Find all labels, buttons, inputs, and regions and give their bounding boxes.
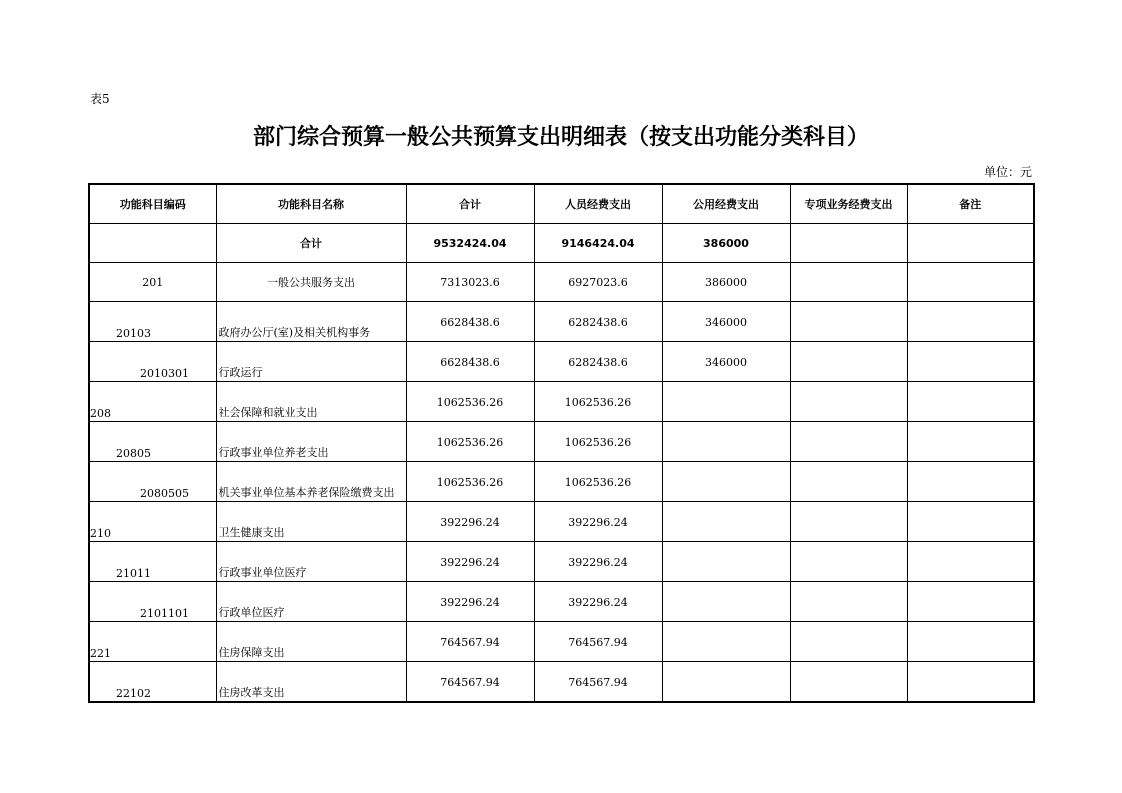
total-code	[89, 224, 216, 263]
row-total: 7313023.6	[406, 263, 534, 302]
table-row	[89, 302, 1034, 342]
row-name: 社会保障和就业支出	[216, 382, 406, 422]
table-row	[89, 582, 1034, 622]
row-personnel: 1062536.26	[534, 462, 662, 502]
total-special	[790, 224, 907, 263]
row-total: 392296.24	[406, 582, 534, 622]
table-row	[89, 542, 1034, 582]
table-row	[89, 422, 1034, 462]
row-public: 386000	[662, 263, 790, 302]
header-note: 备注	[907, 184, 1034, 224]
total-row	[89, 224, 1034, 263]
row-special	[790, 502, 907, 542]
row-name: 一般公共服务支出	[216, 263, 406, 302]
header-name: 功能科目名称	[216, 184, 406, 224]
table-row	[89, 382, 1034, 422]
row-note	[907, 622, 1034, 662]
row-note	[907, 502, 1034, 542]
total-note	[907, 224, 1034, 263]
row-personnel: 392296.24	[534, 582, 662, 622]
row-total: 1062536.26	[406, 462, 534, 502]
row-code: 20805	[89, 422, 216, 462]
page-title: 部门综合预算一般公共预算支出明细表（按支出功能分类科目）	[252, 125, 869, 150]
row-personnel: 6282438.6	[534, 342, 662, 382]
row-special	[790, 342, 907, 382]
row-code: 2010301	[89, 342, 216, 382]
row-total: 1062536.26	[406, 422, 534, 462]
row-special	[790, 302, 907, 342]
table-number: 表5	[90, 92, 110, 106]
header-public: 公用经费支出	[662, 184, 790, 224]
row-special	[790, 582, 907, 622]
row-name: 政府办公厅(室)及相关机构事务	[216, 302, 406, 342]
row-name: 住房保障支出	[216, 622, 406, 662]
row-code: 201	[89, 263, 216, 302]
row-public	[662, 622, 790, 662]
row-special	[790, 662, 907, 703]
row-public	[662, 382, 790, 422]
row-note	[907, 582, 1034, 622]
row-total: 392296.24	[406, 542, 534, 582]
table-row	[89, 462, 1034, 502]
row-personnel: 1062536.26	[534, 382, 662, 422]
row-name: 行政运行	[216, 342, 406, 382]
total-name: 合计	[216, 224, 406, 263]
row-personnel: 764567.94	[534, 662, 662, 703]
row-public	[662, 462, 790, 502]
row-note	[907, 382, 1034, 422]
row-name: 行政事业单位养老支出	[216, 422, 406, 462]
row-name: 行政事业单位医疗	[216, 542, 406, 582]
row-code: 22102	[89, 662, 216, 703]
row-name: 机关事业单位基本养老保险缴费支出	[216, 462, 406, 502]
row-name: 行政单位医疗	[216, 582, 406, 622]
table-row	[89, 662, 1034, 703]
unit-label: 单位：元	[983, 165, 1032, 179]
row-personnel: 6927023.6	[534, 263, 662, 302]
total-public: 386000	[662, 224, 790, 263]
row-note	[907, 662, 1034, 703]
row-public	[662, 542, 790, 582]
row-public: 346000	[662, 302, 790, 342]
row-special	[790, 462, 907, 502]
row-note	[907, 342, 1034, 382]
table-row	[89, 502, 1034, 542]
row-public	[662, 502, 790, 542]
row-total: 764567.94	[406, 662, 534, 703]
row-total: 1062536.26	[406, 382, 534, 422]
row-code: 221	[89, 622, 216, 662]
row-note	[907, 462, 1034, 502]
row-special	[790, 263, 907, 302]
header-row	[89, 184, 1034, 224]
row-public: 346000	[662, 342, 790, 382]
row-name: 住房改革支出	[216, 662, 406, 703]
header-special: 专项业务经费支出	[790, 184, 907, 224]
row-code: 2101101	[89, 582, 216, 622]
row-code: 20103	[89, 302, 216, 342]
budget-table	[88, 183, 1035, 703]
row-name: 卫生健康支出	[216, 502, 406, 542]
row-code: 208	[89, 382, 216, 422]
table-row	[89, 342, 1034, 382]
row-total: 6628438.6	[406, 302, 534, 342]
row-public	[662, 582, 790, 622]
row-total: 392296.24	[406, 502, 534, 542]
row-special	[790, 622, 907, 662]
row-special	[790, 542, 907, 582]
row-personnel: 1062536.26	[534, 422, 662, 462]
row-personnel: 392296.24	[534, 502, 662, 542]
header-personnel: 人员经费支出	[534, 184, 662, 224]
table-row	[89, 622, 1034, 662]
row-note	[907, 302, 1034, 342]
row-note	[907, 422, 1034, 462]
header-total: 合计	[406, 184, 534, 224]
total-personnel: 9146424.04	[534, 224, 662, 263]
row-special	[790, 422, 907, 462]
total-total: 9532424.04	[406, 224, 534, 263]
row-code: 21011	[89, 542, 216, 582]
row-note	[907, 263, 1034, 302]
row-total: 764567.94	[406, 622, 534, 662]
row-personnel: 764567.94	[534, 622, 662, 662]
row-public	[662, 422, 790, 462]
row-code: 210	[89, 502, 216, 542]
row-total: 6628438.6	[406, 342, 534, 382]
row-special	[790, 382, 907, 422]
row-code: 2080505	[89, 462, 216, 502]
header-code: 功能科目编码	[89, 184, 216, 224]
row-public	[662, 662, 790, 703]
row-note	[907, 542, 1034, 582]
table-row	[89, 263, 1034, 302]
row-personnel: 6282438.6	[534, 302, 662, 342]
row-personnel: 392296.24	[534, 542, 662, 582]
